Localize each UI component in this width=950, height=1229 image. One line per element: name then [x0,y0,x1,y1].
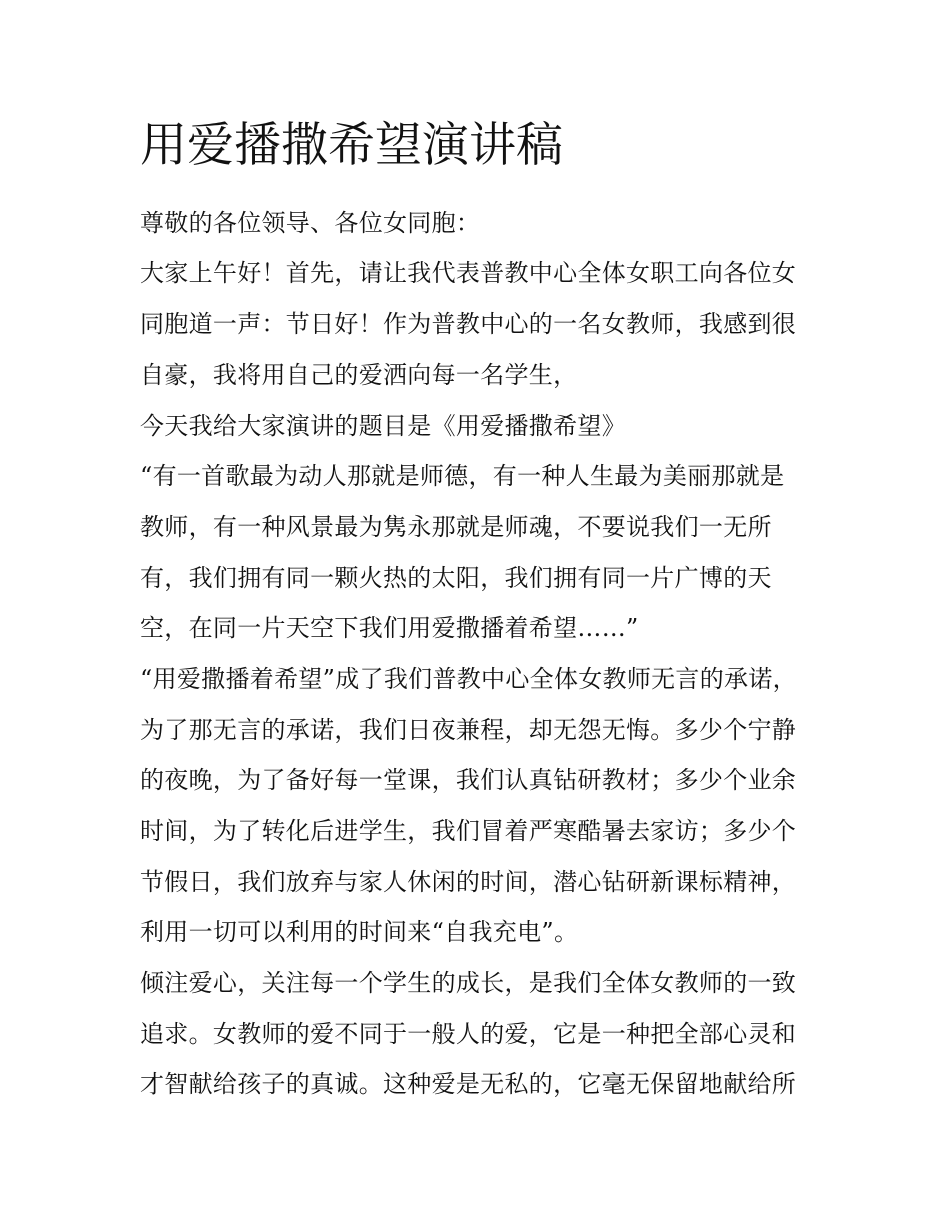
text-line: 教师，有一种风景最为隽永那就是师魂，不要说我们一无所 [140,513,772,541]
text-line: 大家上午好！首先，请让我代表普教中心全体女职工向各位女 [140,259,797,287]
text-line: 的夜晚，为了备好每一堂课，我们认真钻研教材；多少个业余 [140,766,797,794]
text-line: 为了那无言的承诺，我们日夜兼程，却无怨无悔。多少个宁静 [140,716,797,744]
text-line: 同胞道一声：节日好！作为普教中心的一名女教师，我感到很 [140,310,797,338]
text-line: 才智献给孩子的真诚。这种爱是无私的，它毫无保留地献给所 [140,1070,797,1098]
text-line: 节假日，我们放弃与家人休闲的时间，潜心钻研新课标精神， [140,868,797,896]
text-line: 有，我们拥有同一颗火热的太阳，我们拥有同一片广博的天 [140,564,772,592]
text-line: “有一首歌最为动人那就是师德，有一种人生最为美丽那就是 [140,462,785,490]
text-line: 尊敬的各位领导、各位女同胞： [140,209,481,237]
text-line: 空，在同一片天空下我们用爱撒播着希望……” [140,614,639,642]
text-line: 今天我给大家演讲的题目是《用爱播撒希望》 [140,412,626,440]
text-line: 时间，为了转化后进学生，我们冒着严寒酷暑去家访；多少个 [140,817,797,845]
document-title: 用爱播撒希望演讲稿 [140,118,563,173]
text-line: “用爱撒播着希望”成了我们普教中心全体女教师无言的承诺， [140,665,797,693]
text-line: 自豪，我将用自己的爱洒向每一名学生， [140,361,578,389]
text-line: 倾注爱心，关注每一个学生的成长，是我们全体女教师的一致 [140,969,797,997]
text-line: 追求。女教师的爱不同于一般人的爱，它是一种把全部心灵和 [140,1020,797,1048]
text-line: 利用一切可以利用的时间来“自我充电”。 [140,918,579,946]
